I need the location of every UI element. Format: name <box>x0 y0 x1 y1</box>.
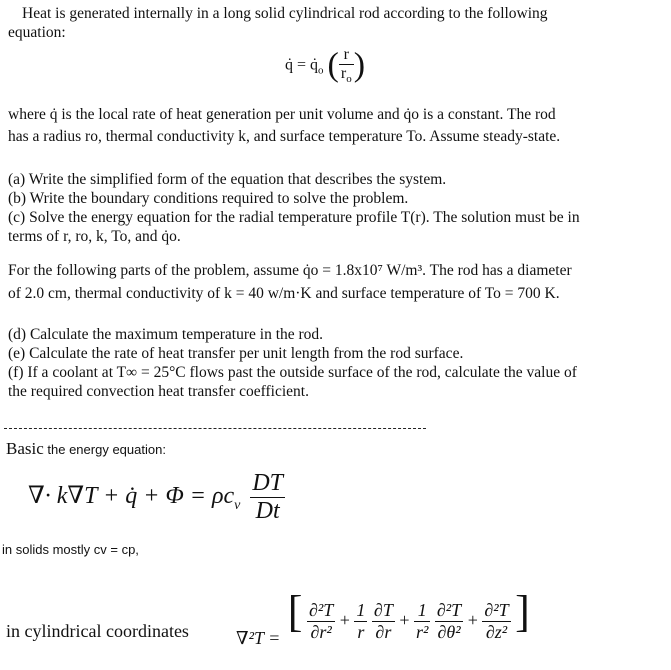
part-f: (f) If a coolant at T∞ = 25°C flows past the outside surface of the rod, calculate the value of <box>8 364 577 381</box>
basic-rest: the energy equation: <box>43 442 166 457</box>
separator <box>4 428 426 429</box>
energy-equation <box>28 470 285 525</box>
gen-eq-den-sub: o <box>346 73 352 86</box>
part-e: (e) Calculate the rate of heat transfer per unit length from the rod surface. <box>8 345 464 362</box>
given-line-2: of 2.0 cm, thermal conductivity of k = 40 w/m·K and surface temperature of To = 700 K. <box>8 285 560 302</box>
part-c: (c) Solve the energy equation for the radial temperature profile T(r). The solution must be in <box>8 209 580 226</box>
laplacian-lhs: ∇²T = <box>236 628 281 648</box>
gen-eq-sub: o <box>318 64 324 77</box>
gen-eq-den: r <box>340 65 347 82</box>
t3-coef-num: 1 <box>417 600 427 621</box>
given-line-1: For the following parts of the problem, assume q̇o = 1.8x10⁷ W/m³. The rod has a diameter <box>8 262 572 279</box>
part-f-cont: the required convection heat transfer coefficient. <box>8 383 309 400</box>
t1-num: ∂²T <box>308 600 334 621</box>
gen-eq-lhs: q̇ = q̇ <box>285 56 319 74</box>
t4-num: ∂²T <box>484 600 509 621</box>
t2-num: ∂T <box>373 600 393 621</box>
t2-coef-den: r <box>357 622 365 643</box>
part-a: (a) Write the simplified form of the equation that describes the system. <box>8 171 447 188</box>
t3-num: ∂²T <box>436 600 462 621</box>
t4-den: ∂z² <box>485 622 508 643</box>
intro-line-2: equation: <box>8 24 66 41</box>
plus-1: + <box>339 610 350 630</box>
part-d: (d) Calculate the maximum temperature in the rod. <box>8 326 324 343</box>
energy-eq-sub: v <box>234 497 241 513</box>
t2-den: ∂r <box>375 622 392 643</box>
plus-2: + <box>399 610 410 630</box>
energy-eq-num: DT <box>252 470 284 496</box>
intro-line-1: Heat is generated internally in a long solid cylindrical rod according to the following <box>22 5 548 22</box>
cylindrical-label: in cylindrical coordinates <box>6 621 189 641</box>
plus-3: + <box>467 610 478 630</box>
where-line-1: where q̇ is the local rate of heat generation per unit volume and q̇o is a constant. The rod <box>8 106 556 123</box>
t3-coef-den: r² <box>415 622 429 643</box>
t2-coef-num: 1 <box>356 600 366 621</box>
basic-label <box>6 439 166 459</box>
gen-eq-num: r <box>343 46 349 63</box>
basic-word: Basic <box>6 439 44 458</box>
solids-note: in solids mostly cv = cp, <box>2 542 139 557</box>
where-line-2: has a radius ro, thermal conductivity k, and surface temperature To. Assume steady-state. <box>8 128 561 145</box>
laplacian-equation: ∇²T = [ $\frac{\text{∂²T}}{\text{∂r²}}$ + $\frac{1}{r}$ $\frac{\partial T}{\partial r}$ + $\frac{1}{\text{r²}}$ $\frac{\text{∂²T}}{\text{∂θ²}}$ + $\frac{\text{∂²T}}{\text{∂z²}}$ ] <box>236 587 530 648</box>
energy-eq-den: Dt <box>255 498 280 524</box>
t1-den: ∂r² <box>310 622 332 643</box>
heat-generation-equation: q̇ = $q̇_o$ ( $\frac{r}{r_o}$ ) <box>285 46 366 86</box>
t3-den: ∂θ² <box>437 622 461 643</box>
part-c-cont: terms of r, ro, k, To, and q̇o. <box>8 228 181 245</box>
part-b: (b) Write the boundary conditions required to solve the problem. <box>8 190 409 207</box>
energy-eq-lhs: ∇· k∇T + q̇ + Φ = ρc <box>28 483 235 510</box>
